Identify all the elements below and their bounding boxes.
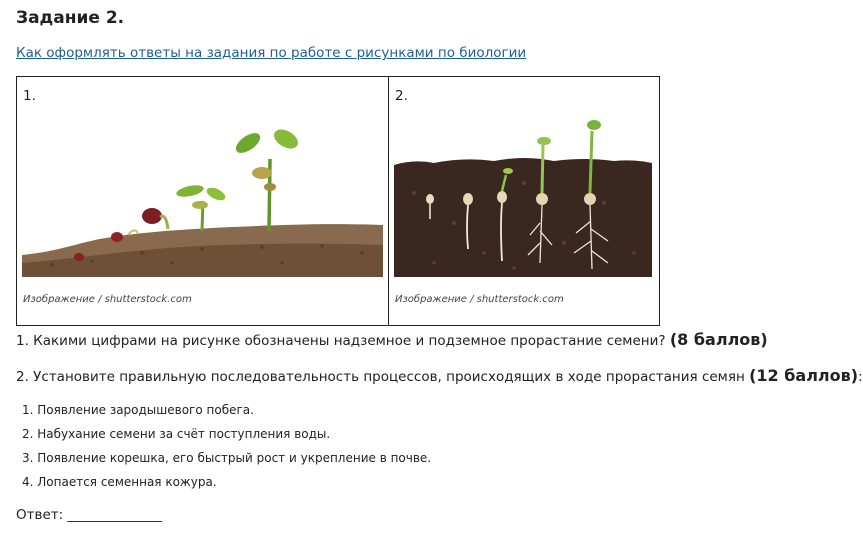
task-title: Задание 2. [16, 8, 125, 28]
question-2-colon: : [858, 369, 863, 385]
question-2-points: (12 баллов) [749, 366, 859, 385]
question-1-points: (8 баллов) [669, 330, 768, 349]
figure-cell-1 [17, 77, 389, 326]
figure-number: 2. [395, 88, 408, 104]
figure-cell-2 [389, 77, 660, 326]
list-item: 3. Появление корешка, его быстрый рост и укрепление в почве. [22, 451, 432, 465]
seed-germination-image [394, 113, 652, 277]
list-item: 1. Появление зародышевого побега. [22, 403, 254, 417]
bean-germination-image [22, 113, 383, 277]
question-1-text: 1. Какими цифрами на рисунке обозначены надземное и подземное прорастание семени? [16, 333, 670, 349]
answer-guide-link[interactable]: Как оформлять ответы на задания по работе с рисунками по биологии [16, 45, 527, 61]
list-item: 2. Набухание семени за счёт поступления воды. [22, 427, 331, 441]
question-1 [16, 330, 768, 349]
figures-table [16, 76, 660, 326]
answer-line: Ответ: ______________ [16, 507, 162, 523]
question-2-text: 2. Установите правильную последовательность процессов, происходящих в ходе прорастания семян [16, 369, 750, 385]
process-steps-list [22, 398, 431, 494]
figure-caption: Изображение / shutterstock.com [395, 294, 564, 305]
list-item: 4. Лопается семенная кожура. [22, 475, 217, 489]
figure-caption: Изображение / shutterstock.com [23, 294, 192, 305]
question-2 [16, 366, 863, 385]
figure-number: 1. [23, 88, 36, 104]
